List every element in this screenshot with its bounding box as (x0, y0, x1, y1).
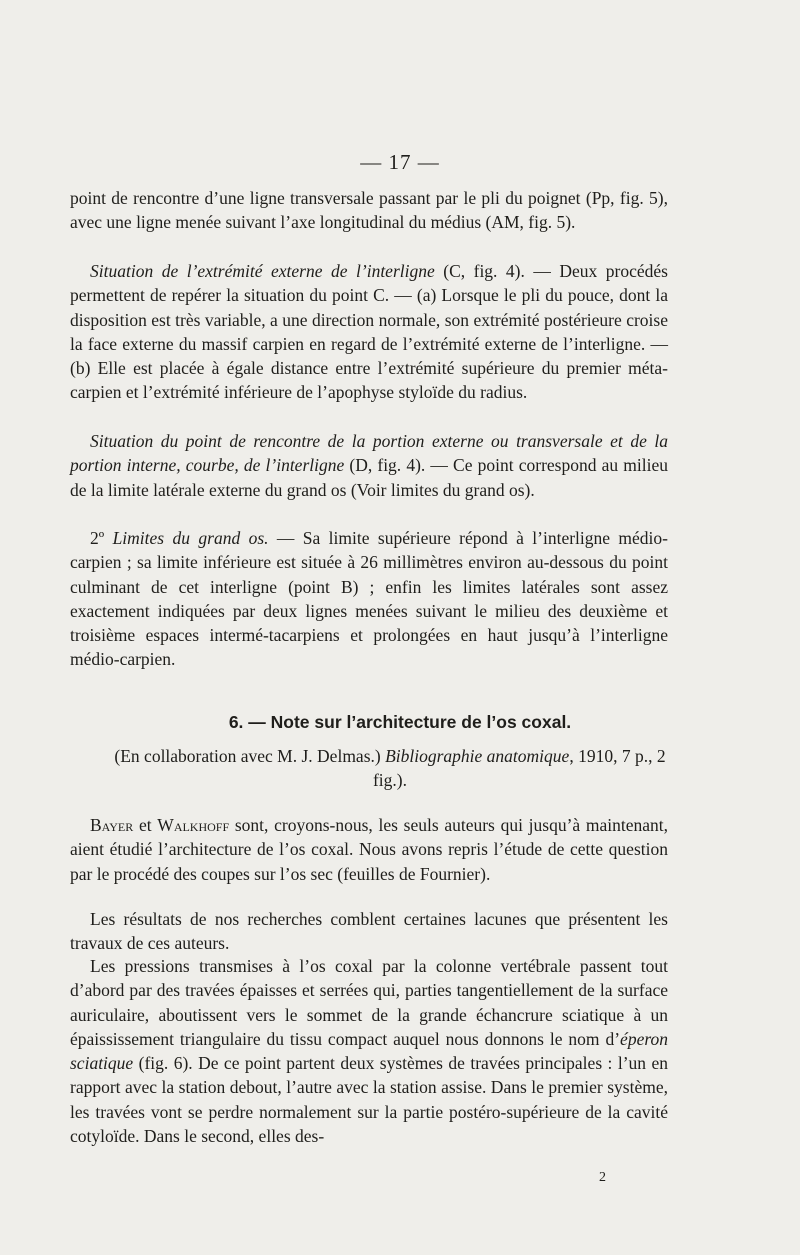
paragraph-text: (C, fig. 4). — Deux procédés permettent de repérer la situation du point C. — (a) Lorsque le pli du pouce, dont la disposition est très variable, a une direction normale, son extrémité postérieure croise la face externe du massif carpien en regard de l’extrémité externe de l’interligne. — (b) Elle est placée à égale distance entre l’extrémité supérieure du premier méta-carpien et l’extrémité inférieure de l’apophyse styloïde du radius. (70, 261, 668, 403)
journal-title: Bibliographie anatomique (385, 746, 570, 766)
paragraph-text: Les résultats de nos recherches comblent certaines lacunes que présentent les travaux de ces auteurs. (70, 909, 668, 954)
author-name: Walkhoff (157, 815, 230, 835)
paragraph-meeting-point (70, 429, 668, 502)
section-title: 6. — Note sur l’architecture de l’os coxal. (228, 712, 572, 732)
paragraph-authors: Bayer et Walkhoff sont, croyons-nous, les seuls auteurs qui jusqu’à maintenant, aient étudié l’architecture de l’os coxal. Nous avons repris l’étude de cette question par le procédé des coupes sur l’os sec (feuilles de Fournier). (70, 815, 668, 884)
paragraph-continuation (70, 186, 668, 235)
paragraph-results (70, 907, 668, 956)
author-name: Bayer (90, 815, 134, 835)
page-number: — 17 — (360, 150, 440, 174)
paragraph-text: (D, fig. 4). — Ce point correspond au milieu de la limite latérale externe du grand os (Voir limites du grand os). (70, 455, 668, 500)
section-citation: (En collaboration avec M. J. Delmas.) Bibliographie anatomique, 1910, 7 p., 2 fig.). (114, 746, 666, 790)
paragraph-grand-os-limits (70, 526, 668, 672)
paragraph-heading: Situation du point de rencontre de la portion externe ou transversale et de la portion interne, courbe, de l’interligne (70, 431, 668, 476)
folio-mark: 2 (599, 1170, 606, 1185)
paragraph-heading: Limites du grand os. (104, 528, 269, 548)
paragraph-text: sont, croyons-nous, les seuls auteurs qui jusqu’à maintenant, aient étudié l’architecture de l’os coxal. Nous avons repris l’étude de cette question par le procédé des coupes sur l’os sec (feuilles de Fournier). (70, 815, 668, 884)
paragraph-pressures: Les pressions transmises à l’os coxal par la colonne vertébrale passent tout d’abord par des travées épaisses et serrées qui, parties tangentiellement de la surface auriculaire, aboutissent vers le sommet de la grande échancrure sciatique à un épaississement triangulaire du tissu compact auquel nous donnons le nom d’éperon sciatique (fig. 6). De ce point partent deux systèmes de travées principales : l’un en rapport avec la station debout, l’autre avec la station assise. Dans le premier système, les travées vont se perdre normalement sur la partie postéro-supérieure de la cavité cotyloïde. Dans le second, elles des- (70, 956, 668, 1147)
paragraph-text: — Sa limite supérieure répond à l’interligne médio-carpien ; sa limite inférieure est située à 26 millimètres environ au-dessous du point culminant de cet interligne (point B) ; enfin les limites latérales sont assez exactement indiquées par deux lignes menées suivant le milieu des deuxième et troisième espaces intermé-tacarpiens et prolongées en haut jusqu’à l’interligne médio-carpien. (70, 528, 668, 670)
paragraph-number: 2º (90, 528, 105, 548)
paragraph-text: point de rencontre d’une ligne transversale passant par le pli du poignet (Pp, fig. 5), avec une ligne menée suivant l’axe longitudinal du médius (AM, fig. 5). (70, 188, 668, 233)
paragraph-exterior-limit (70, 259, 668, 405)
term-eperon-sciatique: éperon sciatique (70, 1028, 668, 1074)
paragraph-heading: Situation de l’extrémité externe de l’interligne (90, 261, 435, 281)
